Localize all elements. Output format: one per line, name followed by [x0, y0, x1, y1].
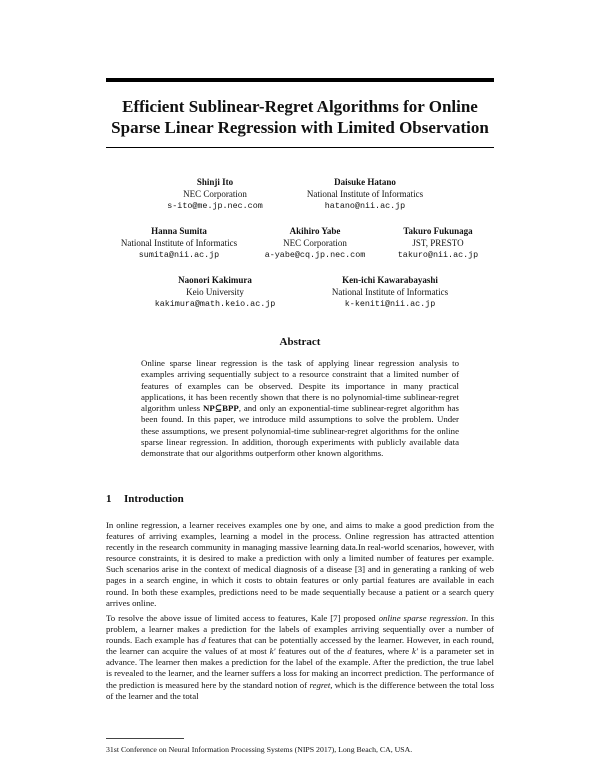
- author-block: [108, 225, 250, 261]
- math-var: d: [347, 646, 352, 657]
- author-affiliation: JST, PRESTO: [412, 238, 464, 248]
- title-bottom-rule: [106, 147, 494, 148]
- text-run: To resolve the above issue of limited access to features, Kale [7] proposed: [106, 613, 379, 623]
- title-line-1: Efficient Sublinear-Regret Algorithms for Online: [122, 97, 478, 116]
- author-name: Ken-ichi Kawarabayashi: [342, 275, 438, 285]
- title-line-2: Sparse Linear Regression with Limited Observation: [111, 118, 489, 137]
- author-block: [305, 274, 475, 310]
- author-email: s-ito@me.jp.nec.com: [167, 201, 263, 211]
- abstract-heading: Abstract: [279, 336, 321, 348]
- author-name: Naonori Kakimura: [178, 275, 252, 285]
- math-var: k′: [411, 646, 418, 657]
- intro-paragraph-1: In online regression, a learner receives examples one by one, and aims to make a good prediction from the features of arriving examples, learning a model in the process. Online regression has attracted attention recently in the research community in managing massive learning data.In real-world scenarios, however, with resource constraints, it is desired to make a prediction with only a limited number of features per example. Such scenarios arise in the context of medical diagnosis of a disease [3] and in generating a ranking of web pages in a search engine, in which it costs to obtain features or only partial features are available in each round. In both these examples, predictions need to be made sequentially because a patient or a search query arrives online.: [106, 520, 494, 608]
- author-affiliation: NEC Corporation: [283, 238, 347, 248]
- footnote-rule: [106, 738, 184, 739]
- section-title: Introduction: [124, 493, 184, 505]
- author-affiliation: NEC Corporation: [183, 189, 247, 199]
- abstract-text-part: , and only an exponential-time sublinear-regret algorithm has been found. In this paper, we introduce mild assumptions to solve the problem. Under these assumptions, we present polynomial-time sublinear-regret algorithms for the online sparse linear regression. In addition, thorough experiments with publicly available data demonstrate that our algorithms outperform other known algorithms.: [141, 403, 459, 459]
- text-run: . In this problem, a learner makes a prediction for the labels of examples arriving sequentially over a number of rounds. Each example has: [106, 613, 494, 646]
- math-var: d: [201, 635, 206, 646]
- author-email: k-keniti@nii.ac.jp: [344, 299, 436, 309]
- abstract-text-part: Online sparse linear regression is the task of applying linear regression analysis to examples arriving sequentially subject to a resource constraint that a limited number of features of examples can be observed. Despite its importance in many practical applications, it has been recently shown that there is no polynomial-time sublinear-regret algorithm unless: [141, 358, 459, 414]
- top-rule: [106, 78, 494, 82]
- author-name: Takuro Fukunaga: [403, 226, 473, 236]
- math-var: k′: [269, 646, 276, 657]
- author-email: kakimura@math.keio.ac.jp: [154, 299, 276, 309]
- author-email: hatano@nii.ac.jp: [324, 201, 406, 211]
- abstract-text: [141, 358, 459, 460]
- text-run: features out of the: [275, 646, 348, 657]
- author-name: Shinji Ito: [196, 177, 234, 187]
- author-name: Daisuke Hatano: [334, 177, 396, 187]
- text-run: features, where: [351, 646, 412, 657]
- text-run: , which is the difference between the total loss of the learner and the total: [106, 679, 494, 701]
- emphasis-term: regret: [309, 679, 331, 690]
- author-affiliation: Keio University: [186, 287, 244, 297]
- conference-footnote: 31st Conference on Neural Information Processing Systems (NIPS 2017), Long Beach, CA, USA.: [106, 745, 413, 754]
- author-name: Akihiro Yabe: [289, 226, 341, 236]
- author-affiliation: National Institute of Informatics: [306, 189, 424, 199]
- author-email: takuro@nii.ac.jp: [397, 250, 479, 260]
- section-number: 1: [106, 493, 112, 505]
- author-name: Hanna Sumita: [151, 226, 207, 236]
- author-block: [250, 225, 380, 261]
- author-email: sumita@nii.ac.jp: [138, 250, 220, 260]
- author-block: [135, 274, 295, 310]
- author-email: a-yabe@cq.jp.nec.com: [264, 250, 366, 260]
- author-block: [383, 225, 493, 261]
- author-block: [275, 176, 455, 212]
- author-affiliation: National Institute of Informatics: [331, 287, 449, 297]
- author-affiliation: National Institute of Informatics: [120, 238, 238, 248]
- intro-paragraph-2: [106, 613, 494, 702]
- np-bpp-term: NP⊆BPP: [203, 403, 239, 414]
- text-run: features that can be potentially accessed by the learner. However, in each round, the learner can acquire the values of at most: [106, 635, 494, 657]
- text-run: is a parameter set in advance. The learner then makes a prediction for the label of the example. After the prediction, the true label is revealed to the learner, and the learner suffers a loss for making an incorrect prediction. The performance of the prediction is measured here by the standard notion of: [106, 646, 494, 690]
- section-heading: [106, 493, 184, 505]
- paper-title: [80, 96, 520, 138]
- emphasis-term: online sparse regression: [378, 613, 466, 623]
